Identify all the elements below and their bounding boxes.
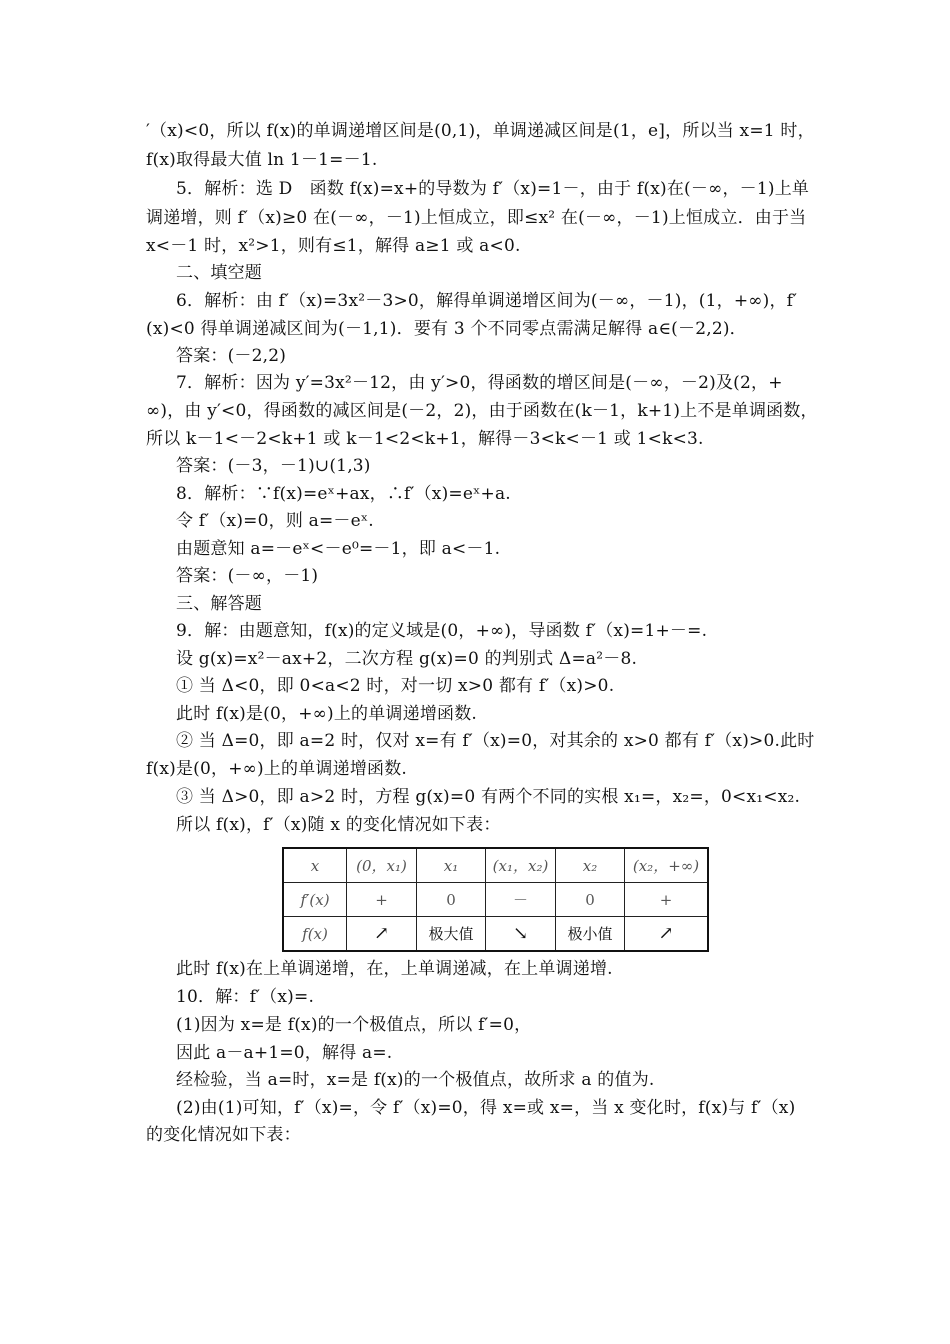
text-line: 此时 f(x)是(0，+∞)上的单调递增函数. bbox=[176, 704, 478, 724]
table-cell: 0 bbox=[417, 883, 486, 917]
table-cell: (x₁，x₂) bbox=[486, 848, 556, 883]
table-cell: + bbox=[625, 883, 709, 917]
table-cell bbox=[347, 917, 417, 952]
table-cell: x₁ bbox=[417, 848, 486, 883]
text-line: 调递增，则 f′（x)≥0 在(－∞，－1)上恒成立，即≤x² 在(－∞，－1)上恒成立．由于当 bbox=[146, 208, 807, 228]
text-line: 经检验，当 a=时，x=是 f(x)的一个极值点，故所求 a 的值为. bbox=[176, 1070, 655, 1090]
table-cell: + bbox=[347, 883, 417, 917]
table-cell: 极大值 bbox=[417, 917, 486, 952]
text-line: (x)<0 得单调递减区间为(－1,1)．要有 3 个不同零点需满足解得 a∈(－2,2)． bbox=[146, 319, 747, 339]
text-line: 7．解析：因为 y′=3x²－12，由 y′>0，得函数的增区间是(－∞，－2)及(2，+ bbox=[176, 373, 783, 393]
text-line: (2)由(1)可知，f′（x)=，令 f′（x)=0，得 x=或 x=，当 x 变化时，f(x)与 f′（x) bbox=[176, 1098, 796, 1118]
text-line: 5．解析：选 D 函数 f(x)=x+的导数为 f′（x)=1－，由于 f(x)在(－∞，－1)上单 bbox=[176, 179, 810, 199]
table-cell: f(x) bbox=[283, 917, 347, 952]
text-line: 此时 f(x)在上单调递增，在，上单调递减，在上单调递增. bbox=[176, 959, 613, 979]
text-line: 6．解析：由 f′（x)=3x²－3>0，解得单调递增区间为(－∞，－1)，(1，+∞)，f′ bbox=[176, 291, 798, 311]
text-line: 所以 f(x)，f′（x)随 x 的变化情况如下表： bbox=[176, 815, 501, 835]
text-line: (1)因为 x=是 f(x)的一个极值点，所以 f′=0， bbox=[176, 1015, 532, 1035]
text-line: 因此 a－a+1=0，解得 a=. bbox=[176, 1043, 393, 1063]
section-heading: 二、填空题 bbox=[176, 263, 262, 283]
text-line: 由题意知 a=－eˣ<－e⁰=－1，即 a<－1. bbox=[176, 539, 501, 559]
answer-line: 答案：(－2,2) bbox=[176, 346, 287, 366]
table-cell: 0 bbox=[556, 883, 625, 917]
text-line: 9．解：由题意知，f(x)的定义域是(0，+∞)，导函数 f′（x)=1+－=. bbox=[176, 621, 708, 641]
text-line: ② 当 Δ=0，即 a=2 时，仅对 x=有 f′（x)=0，对其余的 x>0 都有 f′（x)>0.此时 bbox=[176, 731, 815, 751]
section-heading: 三、解答题 bbox=[176, 594, 262, 614]
table-cell bbox=[625, 917, 709, 952]
text-line: f(x)取得最大值 ln 1－1=－1. bbox=[146, 150, 378, 170]
answer-line: 答案：(－3，－1)∪(1,3) bbox=[176, 456, 371, 476]
text-line: ③ 当 Δ>0，即 a>2 时，方程 g(x)=0 有两个不同的实根 x₁=，x₂=，0<x₁<x₂. bbox=[176, 787, 801, 807]
table-row bbox=[283, 917, 708, 952]
answer-line: 答案：(－∞，－1) bbox=[176, 566, 319, 586]
text-line: f(x)是(0，+∞)上的单调递增函数. bbox=[146, 759, 408, 779]
table-cell: f′(x) bbox=[283, 883, 347, 917]
table-row bbox=[283, 848, 708, 883]
table-row bbox=[283, 883, 708, 917]
table-cell: － bbox=[486, 883, 556, 917]
text-line: x<－1 时，x²>1，则有≤1，解得 a≥1 或 a<0. bbox=[146, 236, 521, 256]
text-line: ∞)，由 y′<0，得函数的减区间是(－2，2)，由于函数在(k－1，k+1)上不是单调函数， bbox=[146, 401, 818, 421]
text-line: 令 f′（x)=0，则 a=－eˣ. bbox=[176, 511, 374, 531]
table-cell: (x₂，+∞) bbox=[625, 848, 709, 883]
text-line: 8．解析：∵f(x)=eˣ+ax，∴f′（x)=eˣ+a. bbox=[176, 484, 511, 504]
table-cell: 极小值 bbox=[556, 917, 625, 952]
text-line: 的变化情况如下表： bbox=[146, 1125, 301, 1145]
decreasing-arrow-icon: ↘ bbox=[512, 923, 529, 944]
text-line: ′（x)<0，所以 f(x)的单调递增区间是(0,1)，单调递减区间是(1，e]，所以当 x=1 时， bbox=[146, 121, 815, 141]
text-line: 所以 k－1<－2<k+1 或 k－1<2<k+1，解得－3<k<－1 或 1<k<3. bbox=[146, 429, 704, 449]
table-cell: (0，x₁) bbox=[347, 848, 417, 883]
table-cell: x bbox=[283, 848, 347, 883]
table-cell: x₂ bbox=[556, 848, 625, 883]
table-cell bbox=[486, 917, 556, 952]
text-line: 设 g(x)=x²－ax+2，二次方程 g(x)=0 的判别式 Δ=a²－8. bbox=[176, 649, 638, 669]
variation-table bbox=[282, 847, 709, 952]
increasing-arrow-icon: ↗ bbox=[658, 923, 674, 944]
text-line: 10．解：f′（x)=. bbox=[176, 987, 315, 1007]
text-line: ① 当 Δ<0，即 0<a<2 时，对一切 x>0 都有 f′（x)>0. bbox=[176, 676, 615, 696]
increasing-arrow-icon: ↗ bbox=[373, 923, 390, 944]
